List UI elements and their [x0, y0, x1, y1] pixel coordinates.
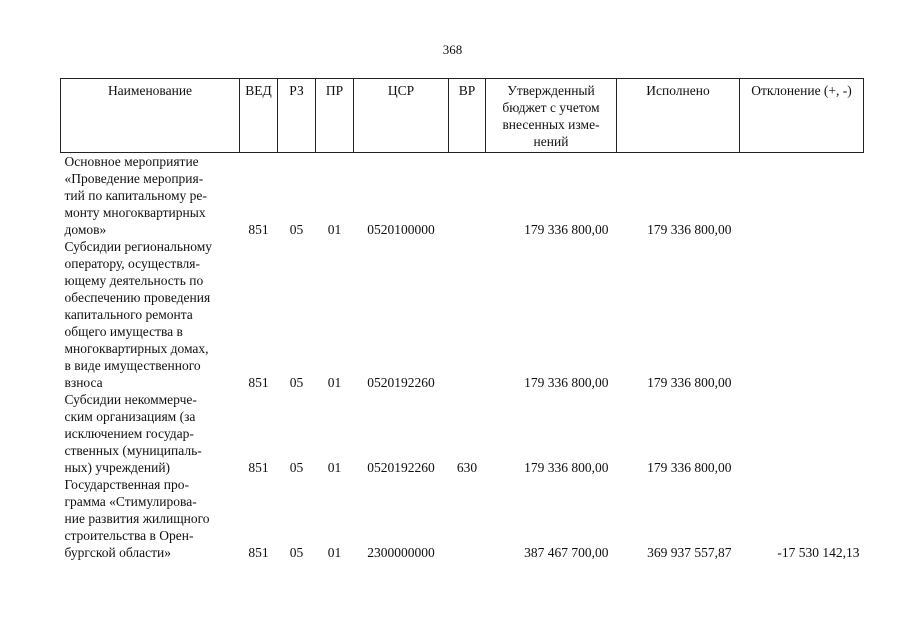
- row-csr: 0520192260: [367, 460, 435, 475]
- table-header-row: [61, 79, 864, 153]
- header-pr: ПР: [316, 79, 354, 153]
- row-name-line: монту многоквартирных: [64, 205, 206, 220]
- header-name: Наименование: [61, 79, 240, 153]
- row-approved: 179 336 800,00: [524, 375, 609, 390]
- row-name-line: ние развития жилищного: [64, 511, 210, 526]
- table-row: [61, 153, 864, 239]
- row-name-line: капитального ремонта: [64, 307, 193, 322]
- table-row: [61, 391, 864, 476]
- row-pr: 01: [327, 375, 342, 390]
- row-ved: 851: [248, 375, 269, 390]
- row-name-line: ющему деятельность по: [64, 273, 204, 288]
- row-deviation: [740, 153, 864, 239]
- row-name: [61, 476, 240, 561]
- row-approved: 387 467 700,00: [524, 545, 609, 560]
- row-executed: 369 937 557,87: [647, 545, 732, 560]
- row-name-line: ским организациям (за: [64, 409, 196, 424]
- row-name-line: многоквартирных домах,: [64, 341, 209, 356]
- row-vr: [449, 238, 486, 391]
- row-name-line: ственных (муниципаль-: [64, 443, 202, 458]
- row-name-line: домов»: [64, 222, 107, 237]
- row-name-line: взноса: [64, 375, 103, 390]
- header-vr: ВР: [449, 79, 486, 153]
- row-name-line: общего имущества в: [64, 324, 183, 339]
- row-rz: 05: [289, 460, 304, 475]
- row-name: [61, 391, 240, 476]
- row-deviation: -17 530 142,13: [777, 545, 860, 560]
- row-pr: 01: [327, 460, 342, 475]
- row-name: [61, 238, 240, 391]
- row-approved: 179 336 800,00: [524, 460, 609, 475]
- row-approved: 179 336 800,00: [524, 222, 609, 237]
- row-name-line: строительства в Орен-: [64, 528, 194, 543]
- row-ved: 851: [248, 545, 269, 560]
- row-name-line: исключением государ-: [64, 426, 194, 441]
- row-name-line: Основное мероприятие: [64, 154, 199, 169]
- table-row: [61, 238, 864, 391]
- header-rz: РЗ: [278, 79, 316, 153]
- row-executed: 179 336 800,00: [647, 460, 732, 475]
- row-executed: 179 336 800,00: [647, 222, 732, 237]
- row-deviation: [740, 391, 864, 476]
- header-ved: ВЕД: [240, 79, 278, 153]
- row-name-line: Государственная про-: [64, 477, 189, 492]
- row-name-line: оператору, осуществля-: [64, 256, 200, 271]
- row-csr: 2300000000: [367, 545, 435, 560]
- row-executed: 179 336 800,00: [647, 375, 732, 390]
- row-csr: 0520100000: [367, 222, 435, 237]
- table-row: [61, 476, 864, 561]
- budget-table: [60, 78, 864, 561]
- row-name-line: Субсидии некоммерче-: [64, 392, 197, 407]
- header-deviation: Отклонение (+, -): [740, 79, 864, 153]
- row-name-line: в виде имущественного: [64, 358, 201, 373]
- header-executed: Исполнено: [617, 79, 740, 153]
- row-vr: [449, 153, 486, 239]
- row-pr: 01: [327, 222, 342, 237]
- row-name-line: ных) учреждений): [64, 460, 171, 475]
- row-pr: 01: [327, 545, 342, 560]
- row-name-line: бургской области»: [64, 545, 171, 560]
- row-rz: 05: [289, 545, 304, 560]
- row-deviation: [740, 238, 864, 391]
- row-ved: 851: [248, 222, 269, 237]
- row-name-line: «Проведение мероприя-: [64, 171, 204, 186]
- row-vr: [449, 476, 486, 561]
- row-name-line: грамма «Стимулирова-: [64, 494, 197, 509]
- row-rz: 05: [289, 375, 304, 390]
- row-name-line: тий по капитальному ре-: [64, 188, 207, 203]
- row-ved: 851: [248, 460, 269, 475]
- row-name-line: обеспечению проведения: [64, 290, 211, 305]
- row-csr: 0520192260: [367, 375, 435, 390]
- header-approved: Утвержденный бюджет с учетом внесенных изме-нений: [486, 79, 617, 153]
- page-number: 368: [442, 42, 463, 57]
- row-vr: 630: [456, 460, 478, 475]
- header-csr: ЦСР: [354, 79, 449, 153]
- row-rz: 05: [289, 222, 304, 237]
- row-name-line: Субсидии региональному: [64, 239, 213, 254]
- table-body: [61, 153, 864, 562]
- row-name: [61, 153, 240, 239]
